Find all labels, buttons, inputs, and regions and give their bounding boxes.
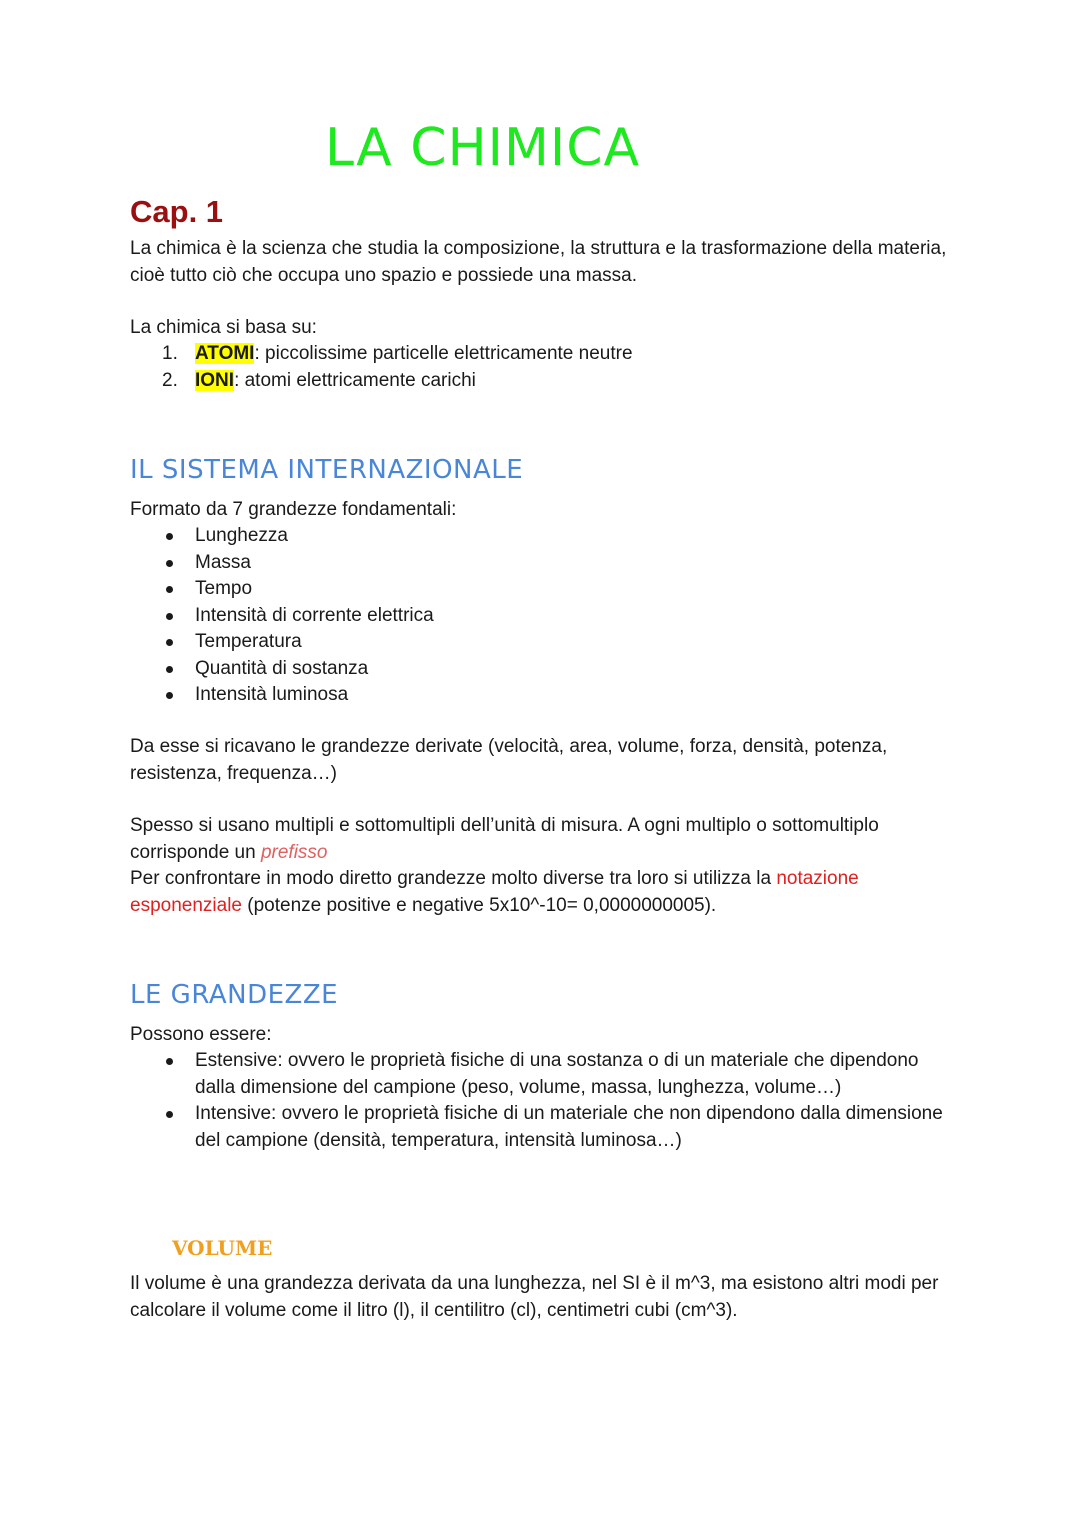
bullet-icon (166, 1058, 173, 1065)
volume-paragraph: Il volume è una grandezza derivata da una lunghezza, nel SI è il m^3, ma esistono altri modi per calcolare il volume come il litro (l), il centilitro (cl), centimetri cubi (cm^3). (130, 1273, 939, 1321)
list-item-text: Intensive: ovvero le proprietà fisiche di un materiale che non dipendono dalla dimensione del campione (densità, temperatura, intensità luminosa…) (195, 1103, 943, 1151)
list-item (130, 682, 960, 709)
highlighted-term: ATOMI (195, 343, 255, 364)
derived-paragraph: Da esse si ricavano le grandezze derivate (velocità, area, volume, forza, densità, potenza, resistenza, frequenza…) (130, 736, 888, 784)
bullet-icon (166, 560, 173, 567)
list-item-text: Intensità luminosa (195, 684, 349, 705)
section-heading-grandezze: LE GRANDEZZE (130, 980, 339, 1010)
list-item (130, 1101, 960, 1154)
list-item (130, 341, 960, 368)
page-title: LA CHIMICA (325, 118, 641, 178)
list-item (130, 1048, 960, 1101)
list-item (130, 550, 960, 577)
list-item-text: Estensive: ovvero le proprietà fisiche di una sostanza o di un materiale che dipendono dalla dimensione del campione (peso, volume, massa, lunghezza, volume…) (195, 1050, 919, 1098)
list-item-text: Temperatura (195, 631, 302, 652)
bullet-icon (166, 639, 173, 646)
highlighted-term: IONI (195, 369, 235, 391)
bullet-icon (166, 613, 173, 620)
list-item (130, 523, 960, 550)
list-item-text: Quantità di sostanza (195, 657, 369, 679)
list-item-text: Massa (195, 551, 251, 573)
bullet-icon (166, 666, 173, 673)
multiples-text: Spesso si usano multipli e sottomultipli dell’unità di misura. A ogni multiplo o sottomultiplo corrisponde un (130, 815, 879, 863)
basis-intro: La chimica si basa su: (130, 317, 317, 338)
list-item (130, 576, 960, 603)
basis-list (130, 341, 960, 394)
intro-paragraph: La chimica è la scienza che studia la composizione, la struttura e la trasformazione della materia, cioè tutto ciò che occupa uno spazio e possiede una massa. (130, 238, 947, 286)
si-quantities-list (130, 523, 960, 709)
confront-text: Per confrontare in modo diretto grandezze molto diverse tra loro si utilizza la (130, 868, 777, 889)
list-number: 2. (162, 369, 178, 391)
bullet-icon (166, 586, 173, 593)
section-heading-si: IL SISTEMA INTERNAZIONALE (130, 455, 524, 485)
grandezze-intro: Possono essere: (130, 1024, 272, 1045)
chapter-heading: Cap. 1 (130, 194, 224, 229)
list-item-text: Intensità di corrente elettrica (195, 604, 434, 626)
notazione-term: notazione esponenziale (130, 868, 859, 916)
list-item (130, 656, 960, 683)
list-item-text: Lunghezza (195, 525, 288, 546)
term-description: : atomi elettricamente carichi (234, 369, 476, 391)
term-description: : piccolissime particelle elettricamente neutre (254, 343, 633, 364)
grandezze-list (130, 1048, 960, 1154)
list-item-text: Tempo (195, 578, 253, 599)
list-item (130, 368, 960, 395)
si-intro: Formato da 7 grandezze fondamentali: (130, 499, 457, 520)
prefisso-term: prefisso (260, 841, 328, 863)
bullet-icon (166, 533, 173, 540)
confront-text-end: (potenze positive e negative 5x10^-10= 0,0000000005). (241, 894, 717, 916)
multiples-paragraph (130, 813, 960, 919)
subsection-heading-volume: VOLUME (172, 1236, 273, 1260)
list-number: 1. (162, 343, 178, 364)
list-item (130, 603, 960, 630)
bullet-icon (166, 692, 173, 699)
list-item (130, 629, 960, 656)
bullet-icon (166, 1111, 173, 1118)
